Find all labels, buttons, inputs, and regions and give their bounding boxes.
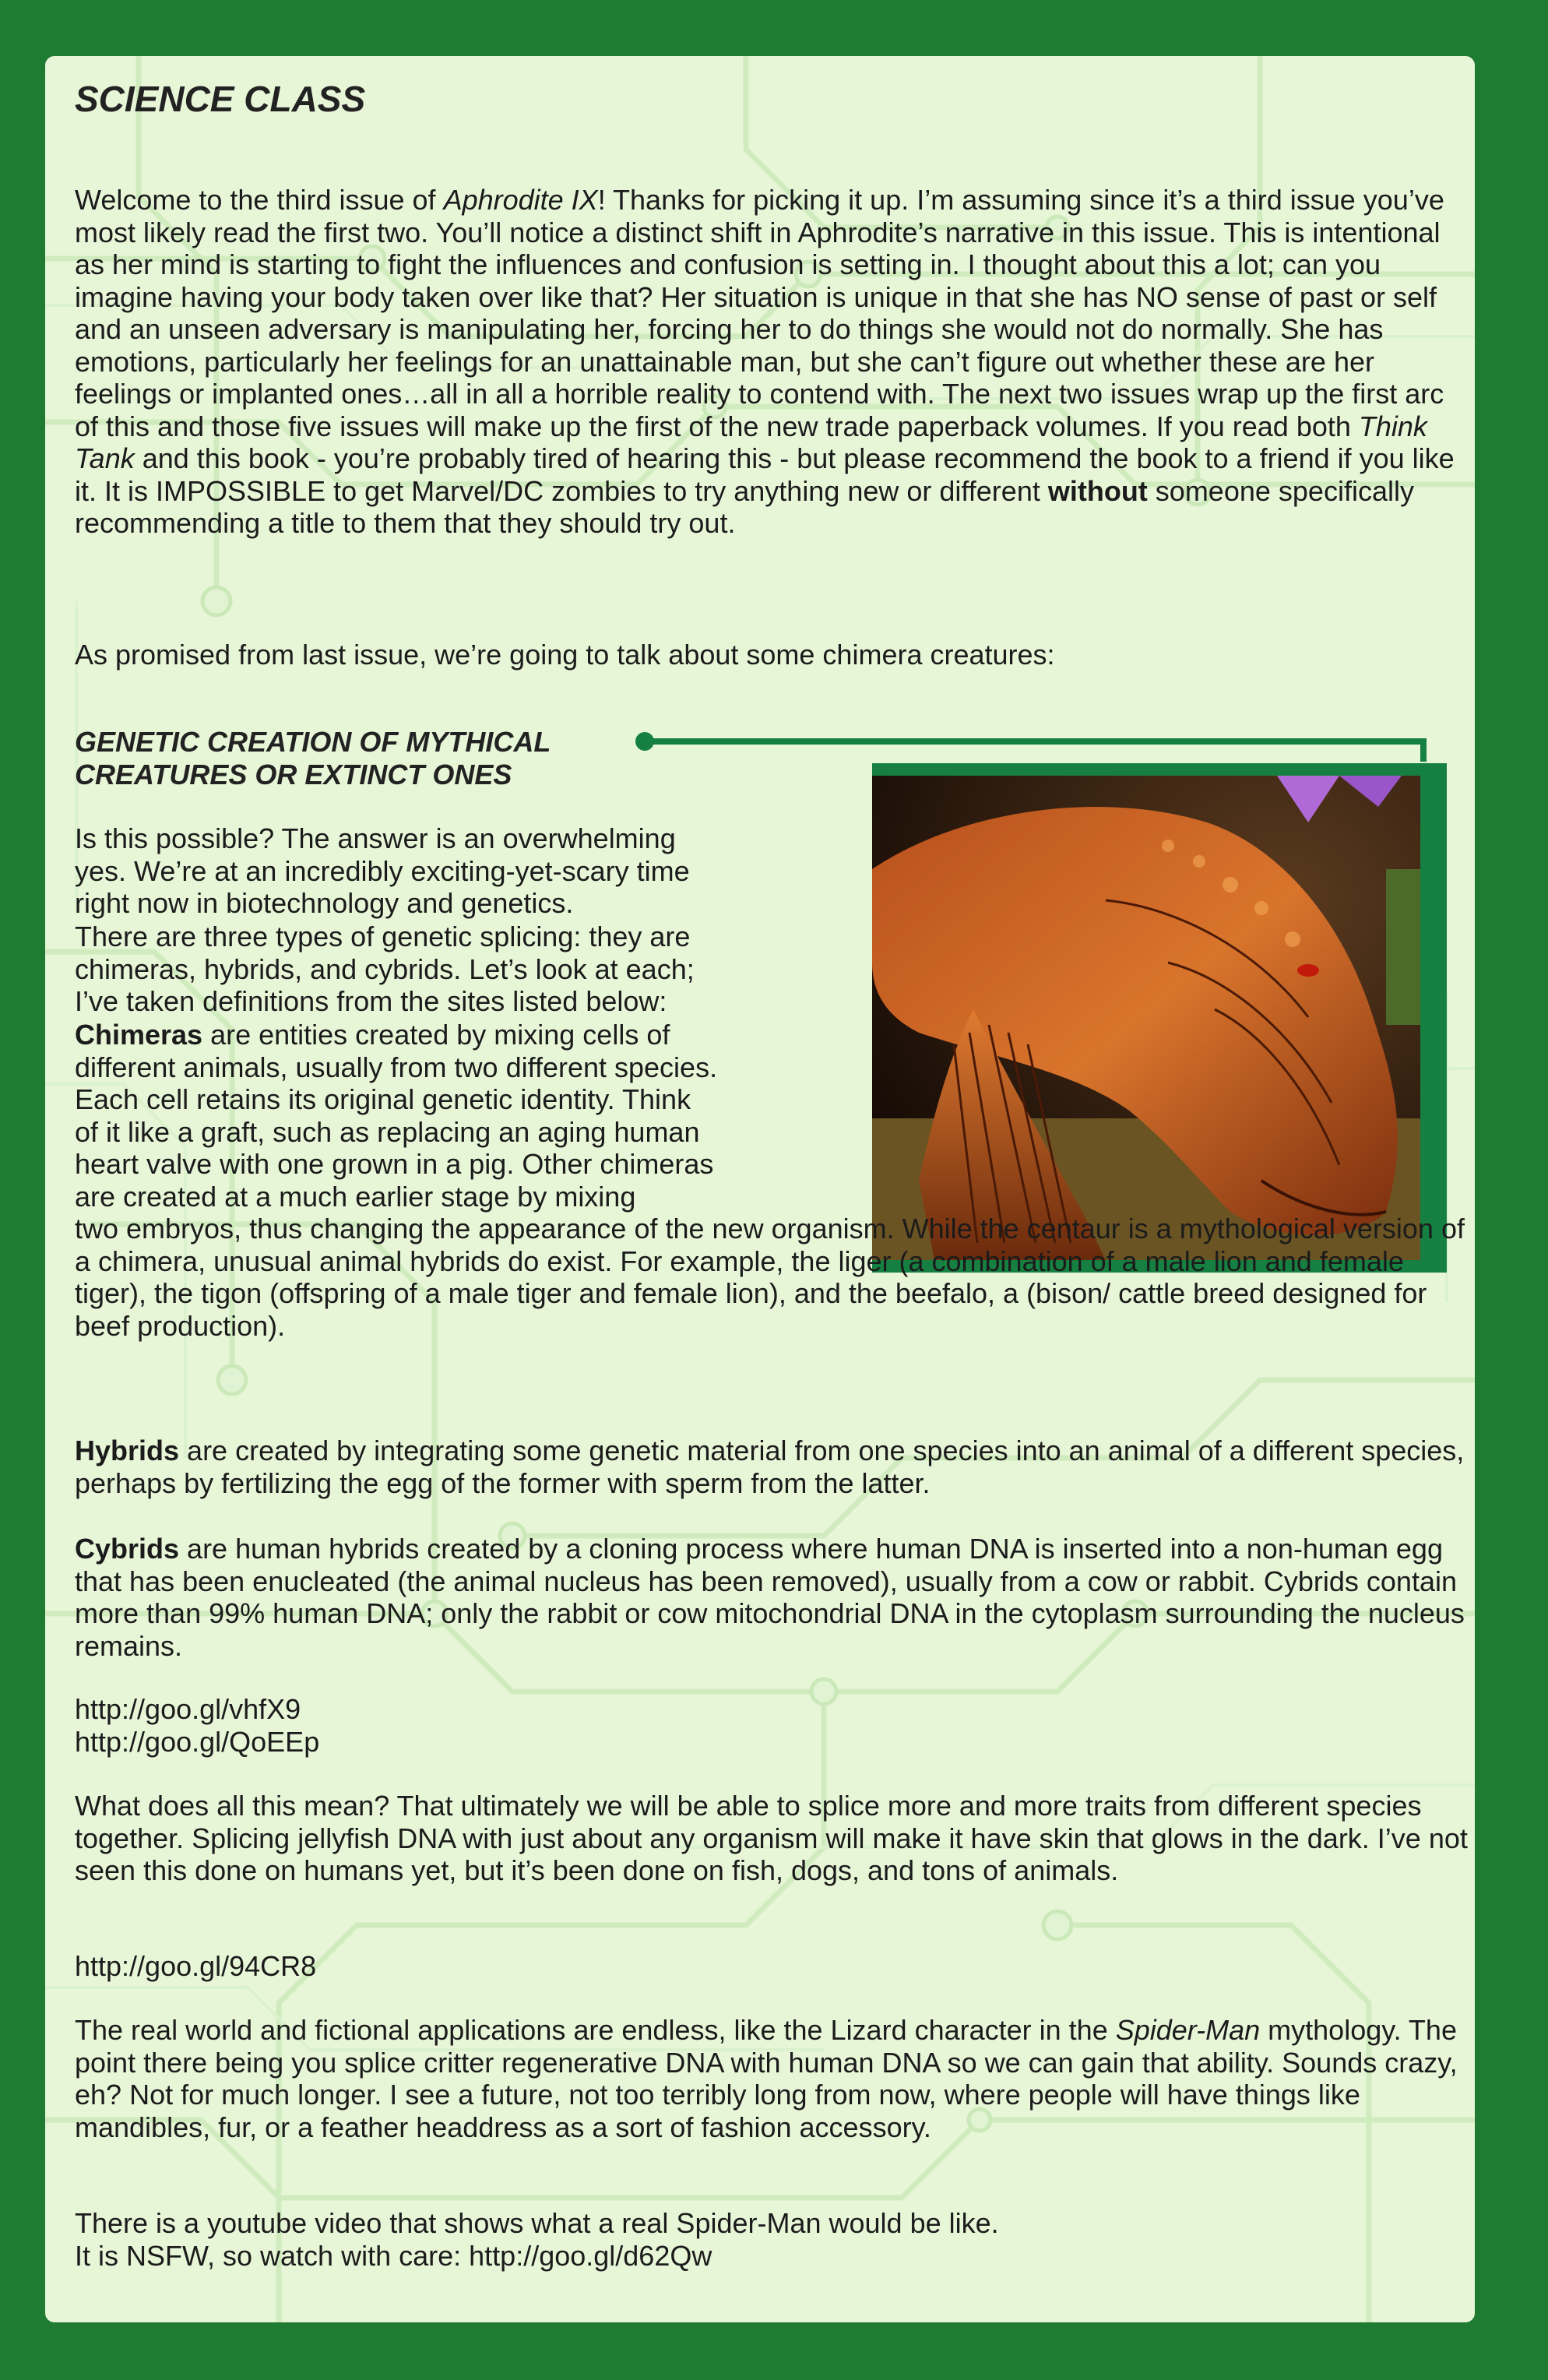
link-d62qw[interactable]: http://goo.gl/d62Qw: [469, 2239, 712, 2272]
intro-title-thinktank: Think Tank: [75, 410, 1427, 474]
chimeras-paragraph: [75, 1019, 1469, 1342]
chimeras-term: Chimeras: [75, 1019, 203, 1051]
intro-text-4: someone specifically recommending a title to them that they should try out.: [75, 474, 1414, 539]
link-qoeep[interactable]: http://goo.gl/QoEEp: [75, 1725, 320, 1758]
section-subhead: [75, 726, 551, 791]
youtube-line-2-prefix: It is NSFW, so watch with care:: [75, 2239, 470, 2272]
intro-text-3: and this book - you’re probably tired of hearing this - but please recommend the book to a friend if you like it. It is IMPOSSIBLE to get Marvel/DC zombies to try anything new or different: [75, 442, 1455, 507]
link-vhfx9[interactable]: http://goo.gl/vhfX9: [75, 1693, 301, 1725]
hybrids-term: Hybrids: [75, 1435, 180, 1466]
chimeras-line-1: [75, 1019, 1469, 1051]
intro-text-1: Welcome to the third issue of: [75, 184, 444, 216]
chimeras-line-6: are created at a much earlier stage by mixing: [75, 1180, 636, 1213]
intro-text-2: ! Thanks for picking it up. I’m assuming since it’s a third issue you’ve most likely read the first two. You’ll notice a distinct shift in Aphrodite’s narrative in this issue. This is intentional as her mind is starting to fight the influences and confusion is setting in. I thought about this a lot; can you imagine having your body taken over like that? Her situation is unique in that she has NO sense of past or self and an unseen adversary is manipulating her, forcing her to do things she would not do normally. She has emotions, particularly her feelings for an unattainable man, but she can’t figure out whether these are her feelings or implanted ones…all in all a horrible reality to contend with. The next two issues wrap up the first arc of this and those five issues will make up the first of the new trade paperback volumes. If you read both: [75, 184, 1444, 442]
splicing-paragraph: [75, 921, 853, 1018]
chimeras-line-5: heart valve with one grown in a pig. Other chimeras: [75, 1148, 714, 1180]
cybrids-term: Cybrids: [75, 1533, 180, 1565]
chimeras-line-3: Each cell retains its original genetic identity. Think: [75, 1083, 691, 1115]
youtube-line-2: [75, 2240, 1469, 2273]
meaning-paragraph: What does all this mean? That ultimately we will be able to splice more and more traits from different species together. Splicing jellyfish DNA with just about any organism will make it have skin that glows in the dark. I’ve not seen this done on humans yet, but it’s been done on fish, dogs, and tons of animals.: [75, 1790, 1468, 1886]
source-links: [75, 1693, 319, 1758]
article-panel: [45, 56, 1475, 2322]
cybrids-text: are human hybrids created by a cloning process where human DNA is inserted into a non-human egg that has been enucleated (the animal nucleus has been removed), usually from a cow or rabbit. Cybrids contain more than 99% human DNA; only the rabbit or cow mitochondrial DNA in the cytoplasm surrounding the nucleus remains.: [75, 1533, 1465, 1662]
intro-title-aphrodite: Aphrodite IX: [443, 184, 598, 216]
possible-line-2: yes. We’re at an incredibly exciting-yet-scary time: [75, 854, 690, 887]
applications-text-1: The real world and fictional applications are endless, like the Lizard character in the: [75, 2014, 1116, 2046]
applications-text-2: mythology. The point there being you splice critter regenerative DNA with human DNA so we can gain that ability. Sounds crazy, eh? Not for much longer. I see a future, not too terribly long from now, where people will have things like mandibles, fur, or a feather headdress as a sort of fashion accessory.: [75, 2014, 1458, 2143]
chimeras-line-2: different animals, usually from two different species.: [75, 1051, 718, 1083]
promise-paragraph: As promised from last issue, we’re going to talk about some chimera creatures:: [75, 639, 1055, 671]
youtube-paragraph: [75, 2207, 1469, 2272]
possible-paragraph: [75, 822, 853, 920]
hybrids-text: are created by integrating some genetic material from one species into an animal of a different species, perhaps by fertilizing the egg of the former with sperm from the latter.: [75, 1435, 1465, 1499]
splicing-line-2: chimeras, hybrids, and cybrids. Let’s look at each;: [75, 952, 695, 985]
intro-bold-without: without: [1047, 474, 1148, 507]
chimeras-rest: two embryos, thus changing the appearance of the new organism. While the centaur is a mythological version of a chimera, unusual animal hybrids do exist. For example, the liger (a combination of a male lion and female tiger), the tigon (offspring of a male tiger and female lion), and the beefalo, a (bison/ cattle breed designed for beef production).: [75, 1213, 1465, 1342]
possible-line-1: Is this possible? The answer is an overwhelming: [75, 822, 676, 854]
cybrids-paragraph: [75, 1533, 1469, 1662]
splicing-line-1: There are three types of genetic splicing: they are: [75, 921, 691, 952]
subhead-line-1: GENETIC CREATION OF MYTHICAL: [75, 726, 551, 758]
subhead-line-2: CREATURES OR EXTINCT ONES: [75, 759, 512, 790]
intro-paragraph: [75, 184, 1469, 540]
possible-line-3: right now in biotechnology and genetics.: [75, 887, 574, 919]
chimeras-line-4: of it like a graft, such as replacing an aging human: [75, 1115, 700, 1148]
page-title: SCIENCE CLASS: [75, 79, 366, 119]
applications-paragraph: [75, 2014, 1469, 2143]
hybrids-paragraph: [75, 1435, 1469, 1499]
chimeras-line-1-text: are entities created by mixing cells of: [202, 1019, 670, 1051]
youtube-line-1: There is a youtube video that shows what a real Spider-Man would be like.: [75, 2207, 999, 2239]
splicing-line-3: I’ve taken definitions from the sites listed below:: [75, 985, 667, 1017]
applications-spiderman: Spider-Man: [1115, 2014, 1261, 2046]
link-94cr8[interactable]: http://goo.gl/94CR8: [75, 1950, 317, 1982]
